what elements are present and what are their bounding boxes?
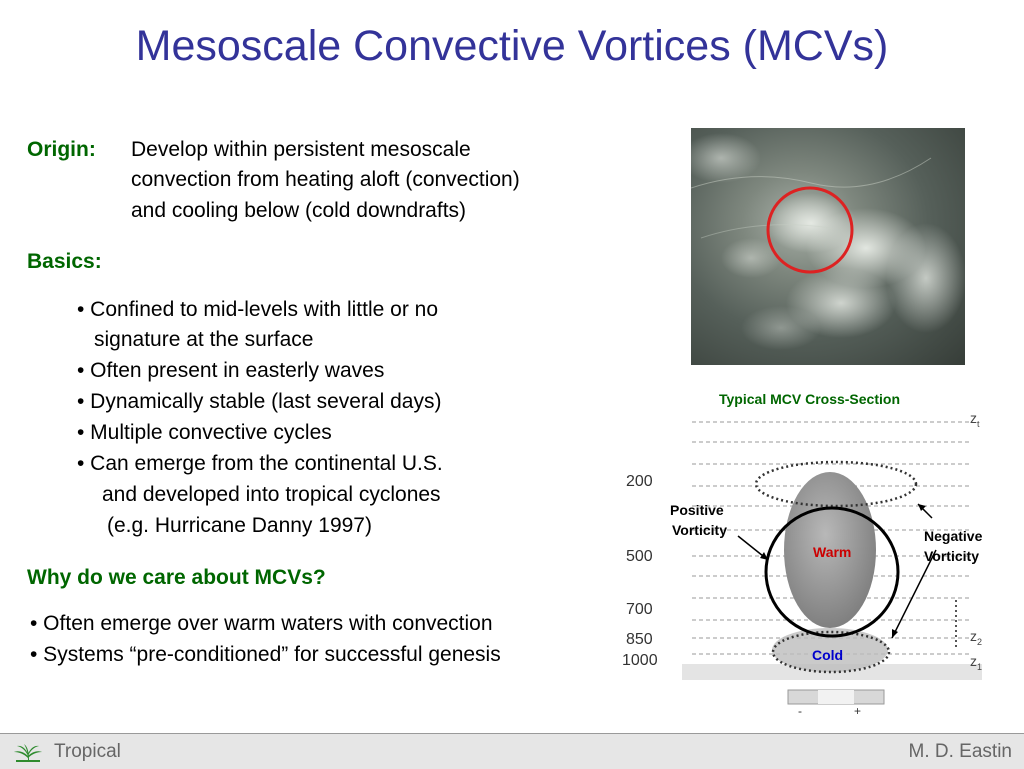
pressure-label: 850	[626, 631, 653, 648]
satellite-drawing	[691, 128, 965, 365]
basics-bullet: • Often present in easterly waves	[77, 359, 385, 382]
cold-label: Cold	[812, 647, 844, 663]
basics-bullet: • Dynamically stable (last several days)	[77, 390, 442, 413]
cross-section-drawing	[618, 410, 990, 722]
negative-vorticity-label: Vorticity	[924, 548, 979, 564]
pressure-label: 500	[626, 548, 653, 565]
basics-bullet: • Can emerge from the continental U.S.	[77, 452, 443, 475]
negative-vorticity-label: Negative	[924, 528, 983, 544]
scale-plus: +	[854, 704, 862, 718]
footer-left-text: Tropical	[54, 741, 121, 762]
why-bullet: • Often emerge over warm waters with convection	[30, 612, 493, 635]
pressure-label: 1000	[622, 652, 658, 669]
origin-line-3: and cooling below (cold downdrafts)	[131, 199, 467, 222]
satellite-image	[691, 128, 965, 365]
z-label: $z_t$	[970, 410, 980, 429]
warm-label: Warm	[813, 544, 852, 560]
z-label: $z_1$	[970, 653, 983, 672]
pressure-label: 200	[626, 473, 653, 490]
origin-line-1: Develop within persistent mesoscale	[131, 138, 471, 161]
why-bullet: • Systems “pre-conditioned” for successful genesis	[30, 643, 501, 666]
cross-section-figure	[618, 410, 990, 722]
origin-line-2: convection from heating aloft (convection)	[131, 168, 520, 191]
pressure-label: 700	[626, 601, 653, 618]
basics-bullet: • Confined to mid-levels with little or no	[77, 298, 439, 321]
z-label: $z_2$	[970, 628, 983, 647]
slide-footer	[0, 733, 1024, 769]
why-label: Why do we care about MCVs?	[27, 566, 326, 589]
basics-bullet-cont: and developed into tropical cyclones	[102, 483, 441, 506]
positive-vorticity-label: Positive	[670, 502, 724, 518]
palm-leaf-icon	[12, 740, 44, 767]
footer-right-text: M. D. Eastin	[908, 741, 1012, 762]
basics-label: Basics:	[27, 250, 102, 273]
basics-bullet: • Multiple convective cycles	[77, 421, 332, 444]
basics-bullet-cont: signature at the surface	[94, 328, 314, 351]
origin-label: Origin:	[27, 138, 96, 161]
scale-minus: -	[798, 704, 802, 718]
positive-vorticity-label: Vorticity	[672, 522, 727, 538]
basics-bullet-cont: (e.g. Hurricane Danny 1997)	[107, 514, 372, 537]
slide-title: Mesoscale Convective Vortices (MCVs)	[135, 22, 889, 70]
figure-caption: Typical MCV Cross-Section	[719, 391, 901, 407]
